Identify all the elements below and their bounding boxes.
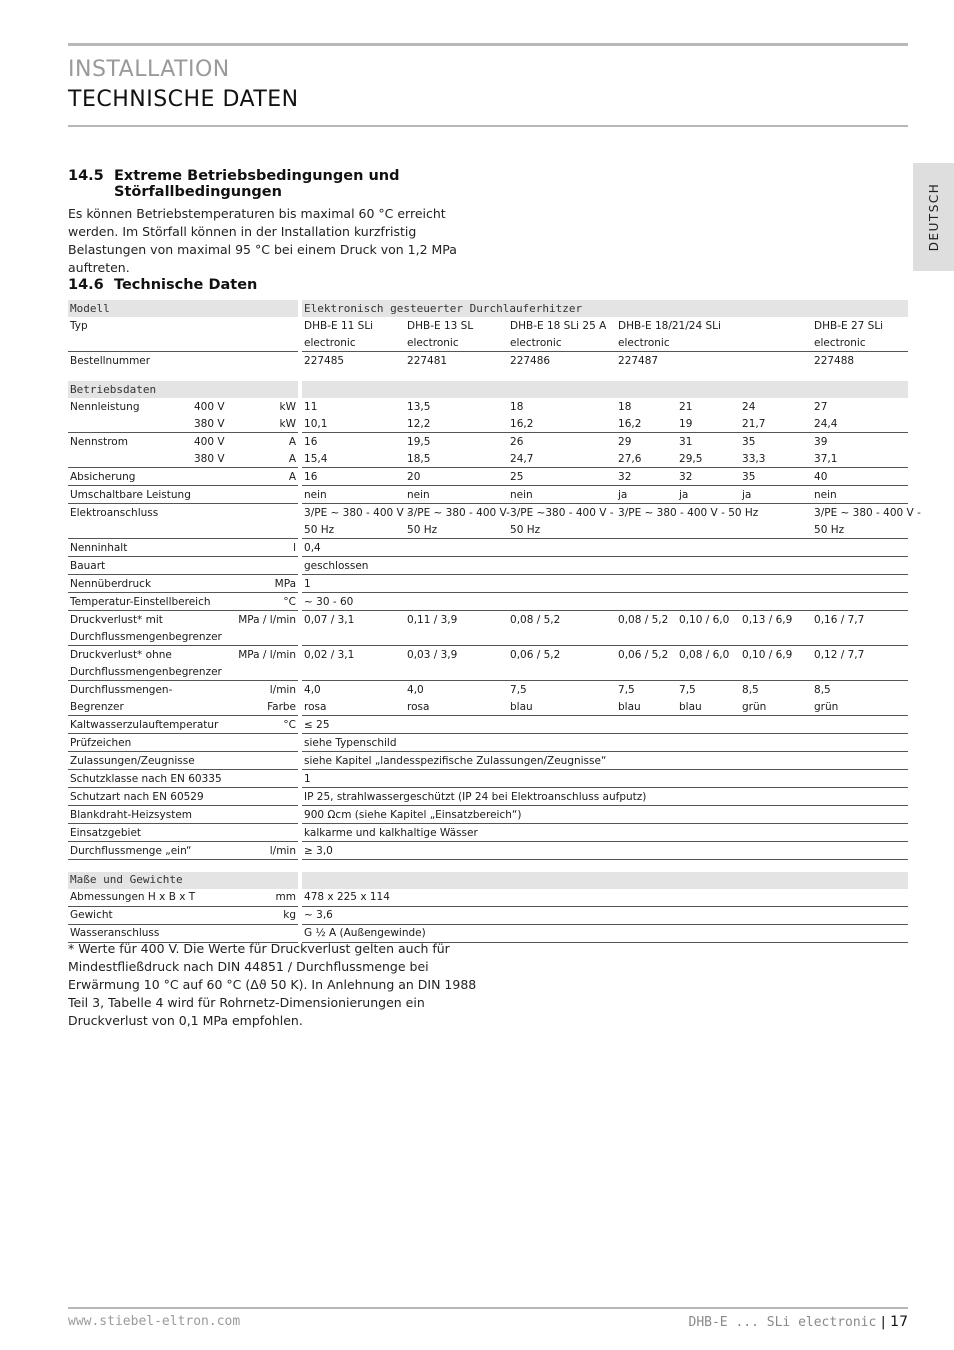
row-label: Begrenzer (68, 698, 248, 716)
table-cell: 26 (510, 435, 524, 448)
row-label: Bauart (68, 557, 298, 575)
table-cell: 21,7 (740, 415, 812, 433)
table-cell: 15,4 (302, 450, 405, 468)
table-cell: IP 25, strahlwassergeschützt (IP 24 bei Elektroanschluss aufputz) (302, 788, 908, 806)
unit: kW (248, 415, 298, 433)
unit: A (248, 450, 298, 468)
table-cell: 3/PE ~ 380 - 400 V - 50 Hz (618, 506, 759, 519)
table-cell: 0,12 / 7,7 (814, 648, 865, 661)
table-cell: 227487 (618, 354, 659, 367)
row-label: Zulassungen/Zeugnisse (68, 752, 298, 770)
table-row (68, 317, 908, 334)
table-cell: electronic (508, 334, 616, 352)
table-cell: nein (812, 486, 908, 504)
table-row (68, 698, 908, 716)
table-cell: 11 (304, 400, 318, 413)
table-row (68, 842, 908, 860)
unit: l/min (248, 842, 298, 860)
table-cell: 16,2 (508, 415, 616, 433)
table-cell: ~ 30 - 60 (302, 593, 405, 611)
table-header-row (68, 381, 908, 398)
table-cell: DHB-E 13 SL (407, 319, 474, 332)
top-rule (68, 43, 908, 46)
table-row (68, 806, 908, 824)
header-cell: Betriebsdaten (68, 381, 298, 398)
table-cell: DHB-E 18 SLi 25 A (510, 319, 607, 332)
table-cell: 18 (618, 400, 632, 413)
unit: MPa / l/min (238, 613, 297, 626)
row-label: Einsatzgebiet (68, 824, 298, 842)
section-title: Technische Daten (114, 277, 258, 293)
unit: °C (248, 716, 298, 734)
row-label: Nennleistung (70, 400, 140, 413)
table-cell: 0,07 / 3,1 (304, 613, 355, 626)
table-cell: 0,10 / 6,9 (742, 648, 793, 661)
table-row (68, 824, 908, 842)
row-sublabel: 380 V (192, 450, 248, 468)
table-cell: 4,0 (304, 683, 321, 696)
table-cell: grün (812, 698, 908, 716)
table-row (68, 575, 908, 593)
unit: Farbe (248, 698, 298, 716)
footer-url-link[interactable]: www.stiebel-eltron.com (68, 1314, 241, 1329)
table-row (68, 681, 908, 699)
table-row (68, 770, 908, 788)
table-cell: siehe Typenschild (302, 734, 908, 752)
row-label: Gewicht (68, 906, 248, 924)
table-cell: 32 (677, 468, 740, 486)
table-row (68, 906, 908, 924)
table-cell: 8,5 (742, 683, 759, 696)
table-row (68, 334, 908, 352)
row-label: Schutzklasse nach EN 60335 (68, 770, 298, 788)
page-number: 17 (890, 1314, 908, 1330)
table-row (68, 415, 908, 433)
table-header-row (68, 300, 908, 317)
table-cell: 7,5 (679, 683, 696, 696)
table-cell: 1 (302, 770, 908, 788)
row-label: Schutzart nach EN 60529 (68, 788, 298, 806)
table-cell: 20 (405, 468, 508, 486)
technical-data-table (68, 300, 921, 943)
row-label: Durchflussmenge „ein“ (68, 842, 248, 860)
table-cell: nein (508, 486, 616, 504)
section-number: 14.5 (68, 168, 104, 184)
row-label: Durchflussmengenbegrenzer (68, 628, 298, 646)
section-14-6-title (68, 277, 257, 293)
table-cell: 0,16 / 7,7 (814, 613, 865, 626)
table-cell: 18 (510, 400, 524, 413)
table-row (68, 716, 908, 734)
table-cell: 16 (304, 435, 318, 448)
table-cell: 24,7 (508, 450, 616, 468)
table-cell: 1 (302, 575, 908, 593)
table-cell: 0,08 / 6,0 (679, 648, 730, 661)
table-cell: 4,0 (407, 683, 424, 696)
table-row (68, 889, 908, 907)
table-cell: 50 Hz (812, 521, 908, 539)
table-cell: 900 Ωcm (siehe Kapitel „Einsatzbereich“) (302, 806, 908, 824)
table-cell: grün (740, 698, 812, 716)
table-cell: ≤ 25 (302, 716, 908, 734)
table-cell: 227485 (304, 354, 345, 367)
row-label: Umschaltbare Leistung (68, 486, 298, 504)
table-cell: electronic (302, 334, 405, 352)
table-cell: 0,4 (302, 539, 908, 557)
unit: l (248, 539, 298, 557)
table-cell: 227481 (407, 354, 448, 367)
table-cell: 32 (616, 468, 677, 486)
row-label: Druckverlust* mit (70, 613, 163, 626)
table-cell: 0,06 / 5,2 (510, 648, 561, 661)
table-cell: 19 (677, 415, 740, 433)
table-row (68, 398, 908, 415)
table-cell: 29 (618, 435, 632, 448)
table-cell: 21 (679, 400, 693, 413)
row-label: Durchflussmengenbegrenzer (68, 663, 298, 681)
table-row (68, 788, 908, 806)
row-sublabel: 400 V (194, 400, 225, 413)
table-row (68, 450, 908, 468)
section-title-line1: Extreme Betriebsbedingungen und (114, 168, 400, 184)
table-cell: 8,5 (814, 683, 831, 696)
row-label: Elektroanschluss (70, 506, 159, 519)
row-label: Prüfzeichen (68, 734, 298, 752)
table-cell: 35 (740, 468, 812, 486)
table-cell: ja (677, 486, 740, 504)
table-cell: 3/PE ~380 - 400 V - (510, 506, 614, 519)
header-cell: Elektronisch gesteuerter Durchlauferhitzer (302, 300, 908, 317)
language-tab-label: DEUTSCH (926, 182, 941, 252)
table-cell: 33,3 (740, 450, 812, 468)
table-row (68, 734, 908, 752)
row-sublabel: 380 V (192, 415, 248, 433)
table-cell: kalkarme und kalkhaltige Wässer (302, 824, 908, 842)
table-row (68, 433, 908, 451)
section-heading: INSTALLATION (68, 57, 230, 82)
table-row (68, 628, 908, 646)
table-cell: 0,11 / 3,9 (407, 613, 458, 626)
row-label: Nennüberdruck (68, 575, 248, 593)
table-row (68, 646, 908, 664)
table-cell: 12,2 (405, 415, 508, 433)
table-cell: 0,06 / 5,2 (618, 648, 669, 661)
unit: MPa (248, 575, 298, 593)
unit: °C (248, 593, 298, 611)
row-label: Abmessungen H x B x T (68, 889, 248, 907)
unit: l/min (269, 683, 297, 696)
table-cell: electronic (405, 334, 508, 352)
table-cell: blau (616, 698, 677, 716)
table-cell: ≥ 3,0 (302, 842, 908, 860)
table-row (68, 752, 908, 770)
table-cell: DHB-E 27 SLi (814, 319, 884, 332)
row-label: Temperatur-Einstellbereich (68, 593, 248, 611)
table-cell: 7,5 (618, 683, 635, 696)
table-cell: 24 (742, 400, 756, 413)
table-cell: 16 (302, 468, 405, 486)
table-cell: electronic (812, 334, 908, 352)
language-tab[interactable] (913, 163, 954, 271)
table-cell: 3/PE ~ 380 - 400 V- (407, 506, 510, 519)
row-label: Nenninhalt (68, 539, 248, 557)
header-rule (68, 125, 908, 127)
table-cell: rosa (302, 698, 405, 716)
table-cell: 0,08 / 5,2 (618, 613, 669, 626)
table-row (68, 539, 908, 557)
table-row (68, 504, 908, 522)
unit: A (288, 435, 297, 448)
table-row (68, 521, 908, 539)
table-cell: 24,4 (812, 415, 908, 433)
table-row (68, 593, 908, 611)
table-cell: 3/PE ~ 380 - 400 V - (814, 506, 921, 519)
table-cell: 16,2 (616, 415, 677, 433)
table-cell: 478 x 225 x 114 (302, 889, 908, 907)
table-cell: 39 (814, 435, 828, 448)
footnote: * Werte für 400 V. Die Werte für Druckverlust gelten auch für Mindestfließdruck nach DIN 44851 / Durchflussmenge bei Erwärmung 10 °C auf 60 °C (Δϑ 50 K). In Anlehnung an DIN 1988 Teil 3, Tabelle 4 wird für Rohrnetz-Dimensionierungen ein Druckverlust von 0,1 MPa empfohlen. (68, 941, 477, 1028)
table-cell: 227486 (510, 354, 551, 367)
table-cell: ja (616, 486, 677, 504)
table-cell: nein (302, 486, 405, 504)
header-cell: Modell (68, 300, 298, 317)
table-cell: 27 (814, 400, 828, 413)
table-header-row (68, 872, 908, 889)
table-cell: 40 (812, 468, 908, 486)
table-cell: 18,5 (405, 450, 508, 468)
footer-rule (68, 1307, 908, 1309)
table-cell: 0,13 / 6,9 (742, 613, 793, 626)
table-cell: ~ 3,6 (302, 906, 908, 924)
row-label: Wasseranschluss (68, 924, 298, 942)
table-cell: 29,5 (677, 450, 740, 468)
table-cell: 227488 (814, 354, 855, 367)
table-cell: 50 Hz (508, 521, 616, 539)
table-cell: 50 Hz (302, 521, 405, 539)
table-row (68, 486, 908, 504)
footer-product: DHB-E ... SLi electronic | 17 (688, 1314, 908, 1330)
row-label: Druckverlust* ohne (70, 648, 172, 661)
table-row (68, 663, 908, 681)
table-cell: 0,02 / 3,1 (304, 648, 355, 661)
table-cell: DHB-E 18/21/24 SLi (618, 319, 721, 332)
unit: kW (279, 400, 297, 413)
table-cell: geschlossen (302, 557, 908, 575)
unit: mm (248, 889, 298, 907)
table-cell: 7,5 (510, 683, 527, 696)
table-cell: 0,03 / 3,9 (407, 648, 458, 661)
row-sublabel: 400 V (194, 435, 225, 448)
table-row (68, 352, 908, 370)
table-row (68, 468, 908, 486)
table-cell: ja (740, 486, 812, 504)
section-14-5-text: Es können Betriebstemperaturen bis maximal 60 °C erreicht werden. Im Störfall können in der Installation kurzfristig Belastungen von maximal 95 °C bei einem Druck von 1,2 MPa auftreten. (68, 206, 457, 275)
table-cell: 0,08 / 5,2 (510, 613, 561, 626)
table-cell: 10,1 (302, 415, 405, 433)
table-cell: DHB-E 11 SLi (304, 319, 374, 332)
table-cell: rosa (405, 698, 508, 716)
row-label: Kaltwasserzulauftemperatur (68, 716, 248, 734)
section-title-line2: Störfallbedingungen (114, 184, 282, 200)
table-cell: 35 (742, 435, 756, 448)
table-cell: 0,10 / 6,0 (679, 613, 730, 626)
table-cell: 31 (679, 435, 693, 448)
table-cell: 37,1 (812, 450, 908, 468)
row-label: Absicherung (68, 468, 248, 486)
row-label: Nennstrom (70, 435, 128, 448)
table-cell: blau (677, 698, 740, 716)
table-cell: electronic (616, 334, 812, 352)
table-cell: 27,6 (616, 450, 677, 468)
footer-product-name: DHB-E ... SLi electronic (688, 1315, 877, 1330)
page-title: TECHNISCHE DATEN (68, 87, 299, 112)
header-cell: Maße und Gewichte (68, 872, 298, 889)
table-row (68, 611, 908, 629)
table-cell: G ½ A (Außengewinde) (302, 924, 908, 942)
section-number: 14.6 (68, 277, 104, 293)
table-cell: 25 (508, 468, 616, 486)
row-label: Typ (70, 319, 88, 332)
unit: MPa / l/min (238, 648, 297, 661)
row-label: Durchflussmengen- (70, 683, 173, 696)
table-cell: blau (508, 698, 616, 716)
table-cell: siehe Kapitel „landesspezifische Zulassungen/Zeugnisse“ (302, 752, 908, 770)
unit: kg (248, 906, 298, 924)
table-cell: nein (405, 486, 508, 504)
row-label: Bestellnummer (70, 354, 151, 367)
unit: A (248, 468, 298, 486)
table-cell: 13,5 (407, 400, 431, 413)
section-14-5-title (68, 168, 399, 200)
table-row (68, 557, 908, 575)
table-cell: 3/PE ~ 380 - 400 V - (304, 506, 411, 519)
table-cell: 50 Hz (405, 521, 508, 539)
row-label: Blankdraht-Heizsystem (68, 806, 298, 824)
table-cell: 19,5 (407, 435, 431, 448)
